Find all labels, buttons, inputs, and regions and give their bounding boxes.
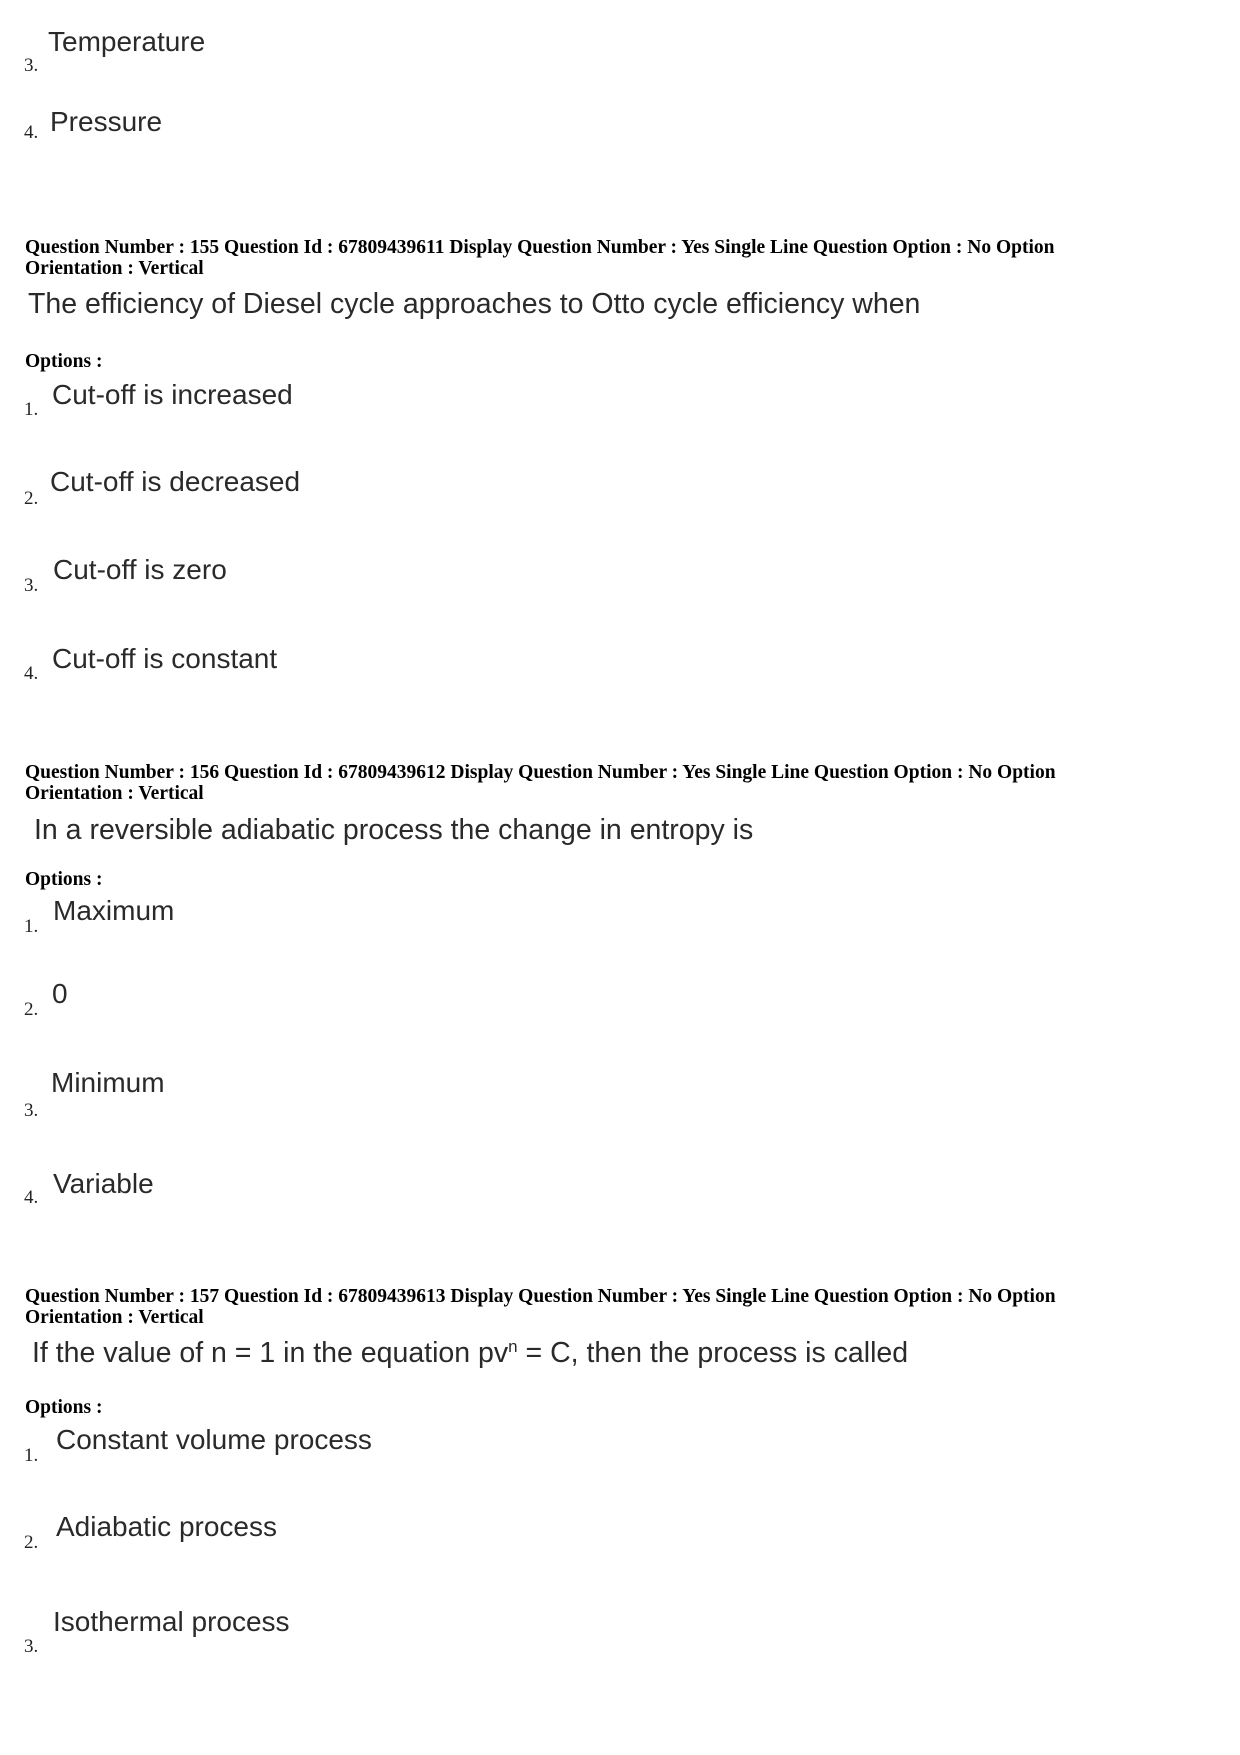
question-meta bbox=[25, 762, 1056, 804]
option-text: Minimum bbox=[51, 1067, 165, 1098]
option-text: Variable bbox=[53, 1168, 154, 1199]
options-label: Options : bbox=[25, 869, 103, 890]
question-text bbox=[32, 1337, 908, 1370]
option-number: 3. bbox=[24, 1100, 39, 1121]
option-number: 4. bbox=[24, 122, 39, 143]
option-number: 2. bbox=[24, 488, 39, 509]
option-text: Cut-off is zero bbox=[53, 554, 227, 585]
option-number: 1. bbox=[24, 399, 39, 420]
option-text: Pressure bbox=[50, 106, 163, 137]
option-text: Adiabatic process bbox=[56, 1511, 278, 1542]
options-label: Options : bbox=[25, 1397, 103, 1418]
question-text-part2: = C, then the process is called bbox=[517, 1337, 909, 1369]
option-number: 3. bbox=[24, 55, 39, 76]
option-text: Maximum bbox=[53, 895, 175, 926]
option-text: Cut-off is decreased bbox=[50, 466, 301, 497]
question-text: The efficiency of Diesel cycle approaches to Otto cycle efficiency when bbox=[28, 288, 921, 320]
option-number: 1. bbox=[24, 916, 39, 937]
question-meta-line1: Question Number : 155 Question Id : 67809439611 Display Question Number : Yes Single Line Question Option : No Option bbox=[25, 237, 1055, 258]
option-number: 2. bbox=[24, 1532, 39, 1553]
option-number: 4. bbox=[24, 1187, 39, 1208]
option-number: 2. bbox=[24, 999, 39, 1020]
option-text: Cut-off is increased bbox=[52, 379, 293, 410]
question-meta bbox=[25, 237, 1054, 279]
options-label: Options : bbox=[25, 351, 103, 372]
option-text: Constant volume process bbox=[56, 1424, 372, 1455]
option-text: Isothermal process bbox=[53, 1606, 290, 1637]
question-text-part1: If the value of n = 1 in the equation pv bbox=[32, 1337, 509, 1369]
option-text: Temperature bbox=[48, 26, 206, 57]
option-text: Cut-off is constant bbox=[52, 643, 278, 674]
question-meta-line1: Question Number : 157 Question Id : 67809439613 Display Question Number : Yes Single Line Question Option : No Option bbox=[25, 1286, 1056, 1307]
question-text-superscript: n bbox=[508, 1337, 518, 1356]
option-number: 1. bbox=[24, 1445, 39, 1466]
question-meta-line2: Orientation : Vertical bbox=[25, 783, 204, 804]
option-number: 3. bbox=[24, 1636, 39, 1657]
question-meta-line2: Orientation : Vertical bbox=[25, 258, 204, 279]
question-meta-line1: Question Number : 156 Question Id : 67809439612 Display Question Number : Yes Single Line Question Option : No Option bbox=[25, 762, 1056, 783]
question-meta-line2: Orientation : Vertical bbox=[25, 1307, 204, 1328]
option-text: 0 bbox=[52, 978, 68, 1009]
option-number: 3. bbox=[24, 575, 39, 596]
question-meta bbox=[25, 1286, 1056, 1328]
option-number: 4. bbox=[24, 663, 39, 684]
question-text: In a reversible adiabatic process the change in entropy is bbox=[34, 814, 754, 846]
